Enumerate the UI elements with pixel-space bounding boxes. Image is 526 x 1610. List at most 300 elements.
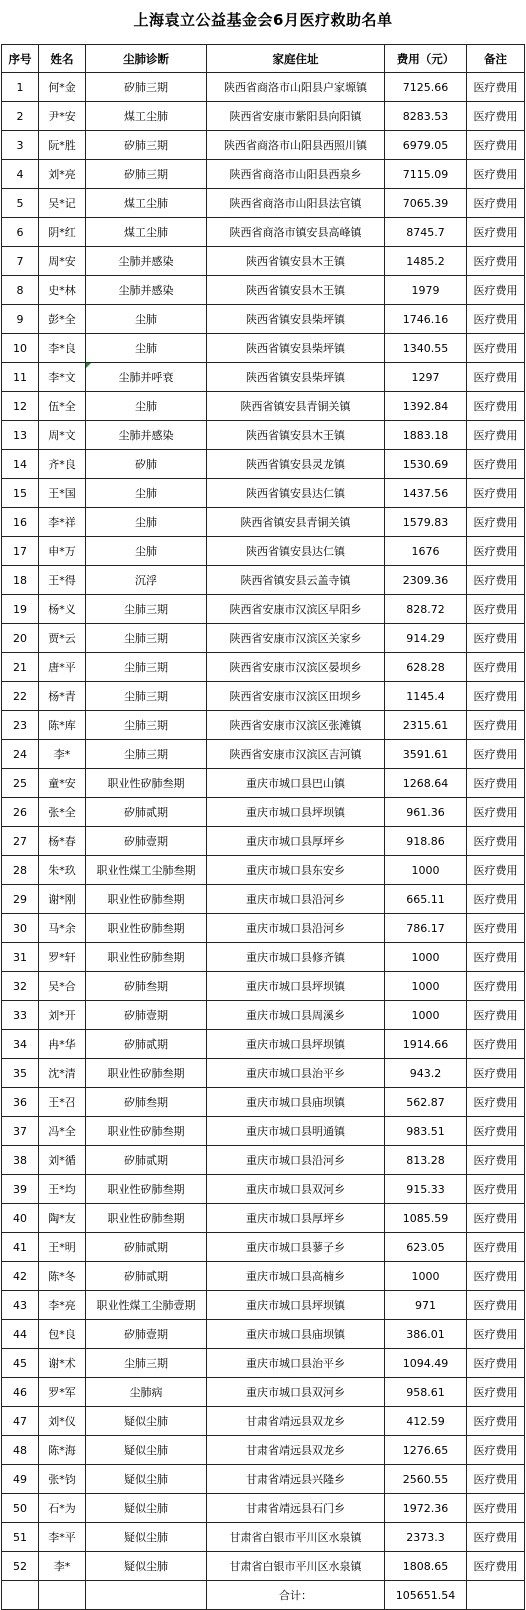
cell-name: 刘*循 <box>39 1146 86 1175</box>
cell-diagnosis: 矽肺贰期 <box>86 1030 207 1059</box>
cell-diagnosis: 矽肺三期 <box>86 73 207 102</box>
cell-name: 李* <box>39 1552 86 1581</box>
cell-name: 罗*军 <box>39 1378 86 1407</box>
cell-diagnosis: 尘肺三期 <box>86 740 207 769</box>
header-fee: 费用（元） <box>385 45 467 73</box>
table-row <box>2 363 525 392</box>
cell-name: 何*金 <box>39 73 86 102</box>
cell-name: 李*平 <box>39 1523 86 1552</box>
cell-note: 医疗费用 <box>467 943 525 972</box>
cell-name: 陈*冬 <box>39 1262 86 1291</box>
cell-name: 李*良 <box>39 334 86 363</box>
cell-index: 6 <box>2 218 39 247</box>
table-row <box>2 537 525 566</box>
cell-fee: 1746.16 <box>385 305 467 334</box>
cell-name: 朱*玖 <box>39 856 86 885</box>
cell-name: 王*召 <box>39 1088 86 1117</box>
cell-address: 重庆市城口县周溪乡 <box>207 1001 385 1030</box>
cell-diagnosis: 疑似尘肺 <box>86 1494 207 1523</box>
cell-index: 44 <box>2 1320 39 1349</box>
cell-diagnosis: 职业性矽肺叁期 <box>86 943 207 972</box>
cell-note: 医疗费用 <box>467 1146 525 1175</box>
cell-note: 医疗费用 <box>467 595 525 624</box>
cell-index: 42 <box>2 1262 39 1291</box>
header-note: 备注 <box>467 45 525 73</box>
cell-index: 30 <box>2 914 39 943</box>
cell-index: 20 <box>2 624 39 653</box>
cell-diagnosis: 尘肺并呼衰 <box>86 363 207 392</box>
cell-fee: 943.2 <box>385 1059 467 1088</box>
cell-note: 医疗费用 <box>467 972 525 1001</box>
cell-note: 医疗费用 <box>467 479 525 508</box>
cell-note: 医疗费用 <box>467 740 525 769</box>
cell-fee: 1579.83 <box>385 508 467 537</box>
cell-name: 李*亮 <box>39 1291 86 1320</box>
cell-name: 谢*刚 <box>39 885 86 914</box>
cell-note: 医疗费用 <box>467 798 525 827</box>
cell-diagnosis: 职业性矽肺叁期 <box>86 914 207 943</box>
cell-index: 11 <box>2 363 39 392</box>
total-value: 105651.54 <box>385 1581 467 1610</box>
cell-index: 31 <box>2 943 39 972</box>
cell-index: 47 <box>2 1407 39 1436</box>
cell-fee: 8283.53 <box>385 102 467 131</box>
relief-table <box>1 44 525 1610</box>
cell-name: 石*为 <box>39 1494 86 1523</box>
cell-note: 医疗费用 <box>467 160 525 189</box>
cell-address: 陕西省安康市汉滨区吉河镇 <box>207 740 385 769</box>
cell-name: 申*万 <box>39 537 86 566</box>
cell-note: 医疗费用 <box>467 276 525 305</box>
cell-name: 贾*云 <box>39 624 86 653</box>
cell-index: 13 <box>2 421 39 450</box>
table-row <box>2 392 525 421</box>
cell-diagnosis: 疑似尘肺 <box>86 1552 207 1581</box>
cell-diagnosis: 疑似尘肺 <box>86 1436 207 1465</box>
cell-fee: 3591.61 <box>385 740 467 769</box>
header-index: 序号 <box>2 45 39 73</box>
cell-address: 甘肃省靖远县石门乡 <box>207 1494 385 1523</box>
table-row <box>2 1494 525 1523</box>
cell-fee: 1094.49 <box>385 1349 467 1378</box>
cell-fee: 1000 <box>385 1262 467 1291</box>
table-row <box>2 624 525 653</box>
cell-name: 李*祥 <box>39 508 86 537</box>
cell-diagnosis: 尘肺三期 <box>86 595 207 624</box>
cell-address: 重庆市城口县双河乡 <box>207 1378 385 1407</box>
cell-index: 37 <box>2 1117 39 1146</box>
table-body <box>2 73 525 1581</box>
cell-name: 罗*轩 <box>39 943 86 972</box>
cell-diagnosis: 矽肺 <box>86 450 207 479</box>
cell-name: 沈*清 <box>39 1059 86 1088</box>
cell-name: 张*全 <box>39 798 86 827</box>
total-row <box>2 1581 525 1610</box>
table-row <box>2 1349 525 1378</box>
cell-fee: 1676 <box>385 537 467 566</box>
cell-fee: 1437.56 <box>385 479 467 508</box>
cell-name: 李*文 <box>39 363 86 392</box>
cell-note: 医疗费用 <box>467 1436 525 1465</box>
cell-address: 重庆市城口县坪坝镇 <box>207 1030 385 1059</box>
cell-address: 陕西省镇安县柴坪镇 <box>207 334 385 363</box>
cell-diagnosis: 疑似尘肺 <box>86 1407 207 1436</box>
cell-address: 陕西省安康市紫阳县向阳镇 <box>207 102 385 131</box>
cell-diagnosis: 尘肺并感染 <box>86 247 207 276</box>
cell-address: 重庆市城口县治平乡 <box>207 1349 385 1378</box>
cell-fee: 1276.65 <box>385 1436 467 1465</box>
cell-diagnosis: 疑似尘肺 <box>86 1465 207 1494</box>
table-row <box>2 247 525 276</box>
cell-address: 甘肃省靖远县双龙乡 <box>207 1436 385 1465</box>
cell-name: 冯*全 <box>39 1117 86 1146</box>
total-empty-cell <box>467 1581 525 1610</box>
cell-address: 重庆市城口县庙坝镇 <box>207 1320 385 1349</box>
cell-diagnosis: 尘肺并感染 <box>86 421 207 450</box>
cell-index: 15 <box>2 479 39 508</box>
cell-note: 医疗费用 <box>467 1233 525 1262</box>
cell-fee: 1485.2 <box>385 247 467 276</box>
cell-diagnosis: 职业性矽肺叁期 <box>86 885 207 914</box>
cell-index: 36 <box>2 1088 39 1117</box>
cell-name: 齐*良 <box>39 450 86 479</box>
cell-note: 医疗费用 <box>467 1175 525 1204</box>
cell-diagnosis: 矽肺壹期 <box>86 1001 207 1030</box>
table-row <box>2 421 525 450</box>
table-row <box>2 595 525 624</box>
header-address: 家庭住址 <box>207 45 385 73</box>
cell-address: 陕西省镇安县柴坪镇 <box>207 363 385 392</box>
cell-fee: 1000 <box>385 943 467 972</box>
cell-fee: 914.29 <box>385 624 467 653</box>
cell-address: 重庆市城口县沿河乡 <box>207 914 385 943</box>
table-row <box>2 798 525 827</box>
cell-note: 医疗费用 <box>467 218 525 247</box>
cell-name: 陈*库 <box>39 711 86 740</box>
cell-diagnosis: 尘肺三期 <box>86 682 207 711</box>
cell-address: 重庆市城口县修齐镇 <box>207 943 385 972</box>
cell-address: 陕西省商洛市山阳县户家塬镇 <box>207 73 385 102</box>
cell-index: 28 <box>2 856 39 885</box>
table-row <box>2 276 525 305</box>
cell-index: 35 <box>2 1059 39 1088</box>
table-row <box>2 1523 525 1552</box>
table-row <box>2 711 525 740</box>
cell-name: 杨*青 <box>39 682 86 711</box>
total-empty-cell <box>39 1581 86 1610</box>
cell-index: 33 <box>2 1001 39 1030</box>
cell-index: 19 <box>2 595 39 624</box>
cell-note: 医疗费用 <box>467 421 525 450</box>
cell-index: 27 <box>2 827 39 856</box>
cell-fee: 1000 <box>385 856 467 885</box>
cell-diagnosis: 矽肺壹期 <box>86 1320 207 1349</box>
table-row <box>2 508 525 537</box>
cell-diagnosis: 职业性煤工尘肺壹期 <box>86 1291 207 1320</box>
cell-fee: 2315.61 <box>385 711 467 740</box>
cell-index: 46 <box>2 1378 39 1407</box>
cell-note: 医疗费用 <box>467 653 525 682</box>
table-row <box>2 1407 525 1436</box>
cell-diagnosis: 尘肺 <box>86 334 207 363</box>
cell-fee: 1972.36 <box>385 1494 467 1523</box>
cell-index: 9 <box>2 305 39 334</box>
cell-fee: 1340.55 <box>385 334 467 363</box>
cell-address: 陕西省镇安县云盖寺镇 <box>207 566 385 595</box>
cell-diagnosis: 矽肺贰期 <box>86 1233 207 1262</box>
cell-diagnosis: 职业性矽肺叁期 <box>86 1117 207 1146</box>
cell-diagnosis: 尘肺 <box>86 508 207 537</box>
cell-diagnosis: 尘肺 <box>86 392 207 421</box>
cell-index: 32 <box>2 972 39 1001</box>
table-row <box>2 856 525 885</box>
total-empty-cell <box>86 1581 207 1610</box>
cell-note: 医疗费用 <box>467 392 525 421</box>
cell-index: 17 <box>2 537 39 566</box>
cell-note: 医疗费用 <box>467 1552 525 1581</box>
cell-fee: 1000 <box>385 972 467 1001</box>
cell-address: 陕西省镇安县达仁镇 <box>207 537 385 566</box>
cell-name: 周*文 <box>39 421 86 450</box>
cell-index: 39 <box>2 1175 39 1204</box>
cell-address: 重庆市城口县治平乡 <box>207 1059 385 1088</box>
cell-name: 刘*亮 <box>39 160 86 189</box>
table-row <box>2 479 525 508</box>
cell-name: 李* <box>39 740 86 769</box>
header-diagnosis: 尘肺诊断 <box>86 45 207 73</box>
table-row <box>2 1146 525 1175</box>
cell-address: 重庆市城口县沿河乡 <box>207 885 385 914</box>
cell-fee: 1392.84 <box>385 392 467 421</box>
cell-note: 医疗费用 <box>467 1465 525 1494</box>
cell-diagnosis: 矽肺叁期 <box>86 972 207 1001</box>
cell-fee: 813.28 <box>385 1146 467 1175</box>
cell-index: 49 <box>2 1465 39 1494</box>
cell-fee: 2560.55 <box>385 1465 467 1494</box>
table-row <box>2 682 525 711</box>
cell-diagnosis: 尘肺病 <box>86 1378 207 1407</box>
table-row <box>2 1233 525 1262</box>
cell-diagnosis: 尘肺 <box>86 537 207 566</box>
cell-note: 医疗费用 <box>467 914 525 943</box>
cell-index: 45 <box>2 1349 39 1378</box>
cell-diagnosis: 职业性煤工尘肺叁期 <box>86 856 207 885</box>
table-row <box>2 566 525 595</box>
cell-address: 重庆市城口县高楠乡 <box>207 1262 385 1291</box>
cell-fee: 1297 <box>385 363 467 392</box>
cell-diagnosis: 沉浮 <box>86 566 207 595</box>
table-row <box>2 972 525 1001</box>
table-row <box>2 1117 525 1146</box>
cell-note: 医疗费用 <box>467 131 525 160</box>
cell-fee: 828.72 <box>385 595 467 624</box>
cell-diagnosis: 尘肺三期 <box>86 653 207 682</box>
cell-index: 14 <box>2 450 39 479</box>
cell-index: 5 <box>2 189 39 218</box>
cell-note: 医疗费用 <box>467 305 525 334</box>
cell-fee: 1268.64 <box>385 769 467 798</box>
cell-note: 医疗费用 <box>467 450 525 479</box>
cell-name: 唐*平 <box>39 653 86 682</box>
cell-note: 医疗费用 <box>467 624 525 653</box>
cell-address: 重庆市城口县明通镇 <box>207 1117 385 1146</box>
cell-note: 医疗费用 <box>467 508 525 537</box>
cell-fee: 623.05 <box>385 1233 467 1262</box>
cell-fee: 983.51 <box>385 1117 467 1146</box>
table-row <box>2 1552 525 1581</box>
cell-note: 医疗费用 <box>467 682 525 711</box>
cell-diagnosis: 尘肺三期 <box>86 711 207 740</box>
cell-index: 8 <box>2 276 39 305</box>
cell-index: 24 <box>2 740 39 769</box>
table-row <box>2 1320 525 1349</box>
cell-note: 医疗费用 <box>467 537 525 566</box>
cell-fee: 1979 <box>385 276 467 305</box>
cell-note: 医疗费用 <box>467 1378 525 1407</box>
cell-name: 周*安 <box>39 247 86 276</box>
cell-note: 医疗费用 <box>467 334 525 363</box>
cell-note: 医疗费用 <box>467 566 525 595</box>
total-empty-cell <box>2 1581 39 1610</box>
cell-fee: 2373.3 <box>385 1523 467 1552</box>
cell-index: 7 <box>2 247 39 276</box>
cell-diagnosis: 尘肺并感染 <box>86 276 207 305</box>
cell-name: 尹*安 <box>39 102 86 131</box>
table-row <box>2 1204 525 1233</box>
cell-address: 陕西省镇安县木王镇 <box>207 276 385 305</box>
header-name: 姓名 <box>39 45 86 73</box>
cell-diagnosis: 矽肺贰期 <box>86 1146 207 1175</box>
table-row <box>2 914 525 943</box>
cell-note: 医疗费用 <box>467 1291 525 1320</box>
cell-fee: 7115.09 <box>385 160 467 189</box>
cell-address: 陕西省安康市汉滨区早阳乡 <box>207 595 385 624</box>
cell-diagnosis: 矽肺贰期 <box>86 1262 207 1291</box>
cell-fee: 412.59 <box>385 1407 467 1436</box>
cell-address: 陕西省镇安县木王镇 <box>207 421 385 450</box>
cell-fee: 1808.65 <box>385 1552 467 1581</box>
cell-note: 医疗费用 <box>467 1494 525 1523</box>
cell-note: 医疗费用 <box>467 711 525 740</box>
cell-note: 医疗费用 <box>467 1117 525 1146</box>
cell-name: 谢*术 <box>39 1349 86 1378</box>
table-row <box>2 1088 525 1117</box>
cell-diagnosis: 煤工尘肺 <box>86 102 207 131</box>
cell-note: 医疗费用 <box>467 1059 525 1088</box>
cell-diagnosis: 矽肺贰期 <box>86 798 207 827</box>
cell-note: 医疗费用 <box>467 769 525 798</box>
cell-name: 马*余 <box>39 914 86 943</box>
cell-index: 10 <box>2 334 39 363</box>
cell-name: 张*钧 <box>39 1465 86 1494</box>
cell-fee: 628.28 <box>385 653 467 682</box>
cell-index: 1 <box>2 73 39 102</box>
cell-name: 史*林 <box>39 276 86 305</box>
cell-diagnosis: 职业性矽肺叁期 <box>86 1059 207 1088</box>
cell-index: 26 <box>2 798 39 827</box>
cell-diagnosis: 尘肺三期 <box>86 624 207 653</box>
cell-index: 43 <box>2 1291 39 1320</box>
cell-address: 陕西省镇安县青铜关镇 <box>207 508 385 537</box>
cell-address: 重庆市城口县坪坝镇 <box>207 798 385 827</box>
cell-address: 陕西省镇安县青铜关镇 <box>207 392 385 421</box>
cell-note: 医疗费用 <box>467 827 525 856</box>
cell-address: 重庆市城口县厚坪乡 <box>207 1204 385 1233</box>
cell-note: 医疗费用 <box>467 1001 525 1030</box>
cell-note: 医疗费用 <box>467 1262 525 1291</box>
cell-index: 12 <box>2 392 39 421</box>
cell-name: 陈*海 <box>39 1436 86 1465</box>
cell-address: 陕西省安康市汉滨区关家乡 <box>207 624 385 653</box>
cell-note: 医疗费用 <box>467 1320 525 1349</box>
cell-name: 王*得 <box>39 566 86 595</box>
cell-diagnosis: 矽肺叁期 <box>86 1088 207 1117</box>
cell-fee: 1000 <box>385 1001 467 1030</box>
cell-fee: 8745.7 <box>385 218 467 247</box>
cell-index: 16 <box>2 508 39 537</box>
cell-index: 40 <box>2 1204 39 1233</box>
table-row <box>2 1175 525 1204</box>
cell-fee: 1883.18 <box>385 421 467 450</box>
cell-index: 3 <box>2 131 39 160</box>
cell-index: 50 <box>2 1494 39 1523</box>
cell-note: 医疗费用 <box>467 1088 525 1117</box>
cell-address: 甘肃省白银市平川区水泉镇 <box>207 1552 385 1581</box>
header-row <box>2 45 525 73</box>
table-row <box>2 131 525 160</box>
cell-index: 29 <box>2 885 39 914</box>
cell-index: 23 <box>2 711 39 740</box>
cell-name: 童*安 <box>39 769 86 798</box>
cell-note: 医疗费用 <box>467 1407 525 1436</box>
cell-index: 41 <box>2 1233 39 1262</box>
cell-index: 2 <box>2 102 39 131</box>
table-row <box>2 1291 525 1320</box>
cell-name: 刘*开 <box>39 1001 86 1030</box>
cell-diagnosis: 尘肺 <box>86 305 207 334</box>
cell-note: 医疗费用 <box>467 1349 525 1378</box>
cell-name: 刘*仪 <box>39 1407 86 1436</box>
cell-address: 陕西省镇安县柴坪镇 <box>207 305 385 334</box>
total-label: 合计： <box>207 1581 385 1610</box>
cell-address: 陕西省安康市汉滨区田坝乡 <box>207 682 385 711</box>
cell-diagnosis: 矽肺壹期 <box>86 827 207 856</box>
cell-fee: 961.36 <box>385 798 467 827</box>
cell-index: 21 <box>2 653 39 682</box>
cell-name: 彭*全 <box>39 305 86 334</box>
cell-address: 重庆市城口县蓼子乡 <box>207 1233 385 1262</box>
cell-address: 陕西省镇安县灵龙镇 <box>207 450 385 479</box>
cell-fee: 7125.66 <box>385 73 467 102</box>
cell-fee: 665.11 <box>385 885 467 914</box>
cell-fee: 1145.4 <box>385 682 467 711</box>
cell-note: 医疗费用 <box>467 1204 525 1233</box>
cell-address: 陕西省镇安县达仁镇 <box>207 479 385 508</box>
cell-fee: 1914.66 <box>385 1030 467 1059</box>
table-row <box>2 740 525 769</box>
cell-index: 51 <box>2 1523 39 1552</box>
cell-comment-marker-icon <box>86 363 91 368</box>
cell-index: 52 <box>2 1552 39 1581</box>
table-row <box>2 827 525 856</box>
table-row <box>2 218 525 247</box>
cell-fee: 786.17 <box>385 914 467 943</box>
table-row <box>2 334 525 363</box>
cell-address: 重庆市城口县巴山镇 <box>207 769 385 798</box>
cell-note: 医疗费用 <box>467 73 525 102</box>
cell-address: 甘肃省靖远县双龙乡 <box>207 1407 385 1436</box>
cell-name: 王*明 <box>39 1233 86 1262</box>
